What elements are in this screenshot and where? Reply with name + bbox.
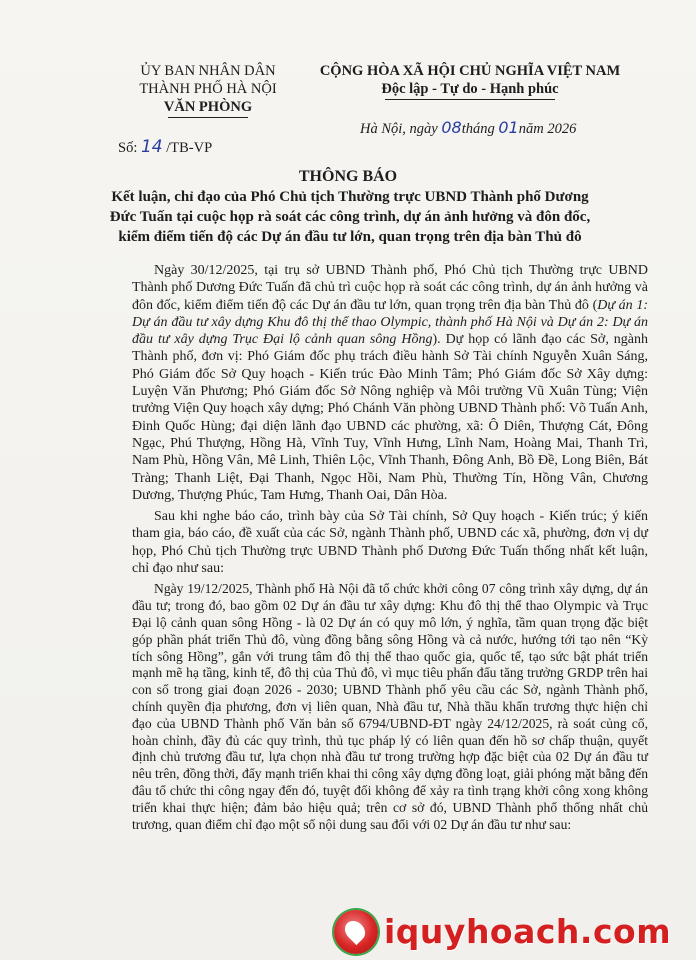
number-suffix: /TB-VP bbox=[166, 140, 213, 156]
office-name: VĂN PHÒNG bbox=[163, 99, 253, 115]
document-subtitle: Kết luận, chỉ đạo của Phó Chủ tịch Thường trực UBND Thành phố Dương Đức Tuấn tại cuộc họp rà soát các công trình, dự án ảnh hưởng và đôn đốc, kiểm điểm tiến độ các Dự án đầu tư lớn, quan trọng trên địa bàn Thủ đô bbox=[109, 189, 591, 245]
issuing-agency bbox=[108, 62, 308, 118]
document-number bbox=[118, 137, 212, 157]
date-day: 08 bbox=[441, 118, 462, 137]
watermark bbox=[330, 908, 690, 956]
paragraph-1-italic: Dự án 1: Dự án đầu tư xây dựng Khu đô thị thể thao Olympic, thành phố Hà Nội và Dự án 2: Dự án đầu tư xây dựng Trục Đại lộ cảnh quan sông Hồng bbox=[132, 297, 648, 348]
number-prefix: Số: bbox=[118, 140, 138, 156]
number-value: 14 bbox=[140, 137, 163, 157]
agency-line-1: ỦY BAN NHÂN DÂN bbox=[140, 63, 276, 79]
date-month-label: tháng bbox=[461, 121, 495, 137]
motto-underline bbox=[385, 99, 555, 100]
map-pin-logo-icon bbox=[334, 910, 378, 954]
paragraph-1-part-b: ). Dự họp có lãnh đạo các Sở, ngành Thành phố, đơn vị: Phó Giám đốc phụ trách điều hành Sở Tài chính Nguyễn Xuân Sáng, Phó Giám đốc Sở Quy hoạch - Kiến trúc Đào Minh Tâm; Phó Giám đốc Sở Xây dựng: Luyện Văn Phương; Phó Giám đốc Sở Nông nghiệp và Môi trường Vũ Xuân Tùng; Viện trưởng Viện Quy hoạch xây dựng; Phó Chánh Văn phòng UBND Thành phố: Võ Tuấn Anh, Đinh Quốc Hùng; đại diện lãnh đạo UBND các phường, xã: Ô Diên, Thượng Cát, Đông Ngạc, Phú Thượng, Hồng Hà, Vĩnh Tuy, Vĩnh Hưng, Lĩnh Nam, Hoàng Mai, Thanh Trì, Nam Phù, Hồng Vân, Mê Linh, Thiên Lộc, Vĩnh Thanh, Đông Anh, Bồ Đề, Long Biên, Bát Tràng; Thanh Liệt, Đại Thanh, Ngọc Hồi, Nam Phù, Thường Tín, Hồng Vân, Chương Dương, Thượng Phúc, Tam Hưng, Thanh Oai, Dân Hòa. bbox=[132, 332, 649, 503]
date-year-label: năm bbox=[518, 121, 544, 137]
paragraph-1-part-a: Ngày 30/12/2025, tại trụ sở UBND Thành phố, Phó Chủ tịch Thường trực UBND Thành phố Dương Đức Tuấn đã chủ trì cuộc họp rà soát các công trình, dự án ảnh hưởng và đôn đốc, kiểm điểm tiến độ các Dự án đầu tư lớn, quan trọng trên địa bàn Thủ đô ( bbox=[132, 263, 648, 313]
document-date bbox=[360, 118, 576, 138]
date-month: 01 bbox=[498, 118, 519, 137]
paragraph-3: Ngày 19/12/2025, Thành phố Hà Nội đã tổ chức khởi công 07 công trình xây dựng, dự án đầu tư; trong đó, bao gồm 02 Dự án đầu tư xây dựng: Khu đô thị thể thao Olympic và Trục Đại lộ cảnh quan sông Hồng - là 02 Dự án có quy mô lớn, ý nghĩa, tầm quan trọng đặc biệt góp phần phát triển Thủ đô, vùng đồng bằng sông Hồng và cả nước, hướng tới tạo nên “Kỳ tích sông Hồng”, gắn với trung tâm đô thị thể thao quốc gia, quốc tế, tạo sức bật phát triển mạnh mẽ hạ tầng, kinh tế, đô thị của Thủ đô, vì mục tiêu phấn đấu tăng trưởng GRDP trên hai con số trong giai đoạn 2026 - 2030; UBND Thành phố yêu cầu các Sở, ngành Thành phố, chính quyền địa phương, đơn vị liên quan, Nhà đầu tư, Nhà thầu khẩn trương thực hiện chỉ đạo của UBND Thành phố Văn bản số 6794/UBND-ĐT ngày 24/12/2025, rà soát củng cố, hoàn chỉnh, đầy đủ các quy trình, thủ tục pháp lý có liên quan đến hồ sơ chấp thuận, quyết định chủ trương đầu tư, lựa chọn nhà đầu tư trong trường hợp đặc biệt của 02 Dự án đầu tư nêu trên, đồng thời, đẩy mạnh triển khai thi công xây dựng đồng loạt, giải phóng mặt bằng đến đâu tổ chức thi công ngay đến đó, tuyệt đối không để xảy ra tình trạng khởi công xong không triển khai thực hiện; đảm bảo hiệu quả; trên cơ sở đó, UBND Thành phố thống nhất chủ trương, quan điểm chỉ đạo một số nội dung sau đối với 02 Dự án đầu tư như sau: bbox=[132, 581, 648, 832]
national-motto: Độc lập - Tự do - Hạnh phúc bbox=[381, 81, 559, 97]
national-title bbox=[300, 62, 640, 100]
document-header bbox=[0, 62, 696, 152]
date-place: Hà Nội, ngày bbox=[360, 121, 438, 137]
watermark-text: iquyhoach.com bbox=[384, 912, 672, 951]
document-body bbox=[132, 262, 648, 837]
paragraph-2: Sau khi nghe báo cáo, trình bày của Sở Tài chính, Sở Quy hoạch - Kiến trúc; ý kiến tham gia, báo cáo, đề xuất của các Sở, ngành Thành phố, UBND các xã, phường, đơn vị dự họp, Phó Chủ tịch Thường trực UBND Thành phố Dương Đức Tuấn thống nhất kết luận, chỉ đạo như sau: bbox=[132, 509, 648, 577]
pin-inner-icon bbox=[341, 917, 369, 945]
date-year: 2026 bbox=[547, 121, 577, 137]
document-title: THÔNG BÁO bbox=[298, 168, 398, 185]
paragraph-1 bbox=[132, 262, 648, 504]
country-name: CỘNG HÒA XÃ HỘI CHỦ NGHĨA VIỆT NAM bbox=[319, 63, 621, 79]
agency-line-2: THÀNH PHỐ HÀ NỘI bbox=[139, 81, 277, 97]
agency-underline bbox=[168, 117, 248, 118]
